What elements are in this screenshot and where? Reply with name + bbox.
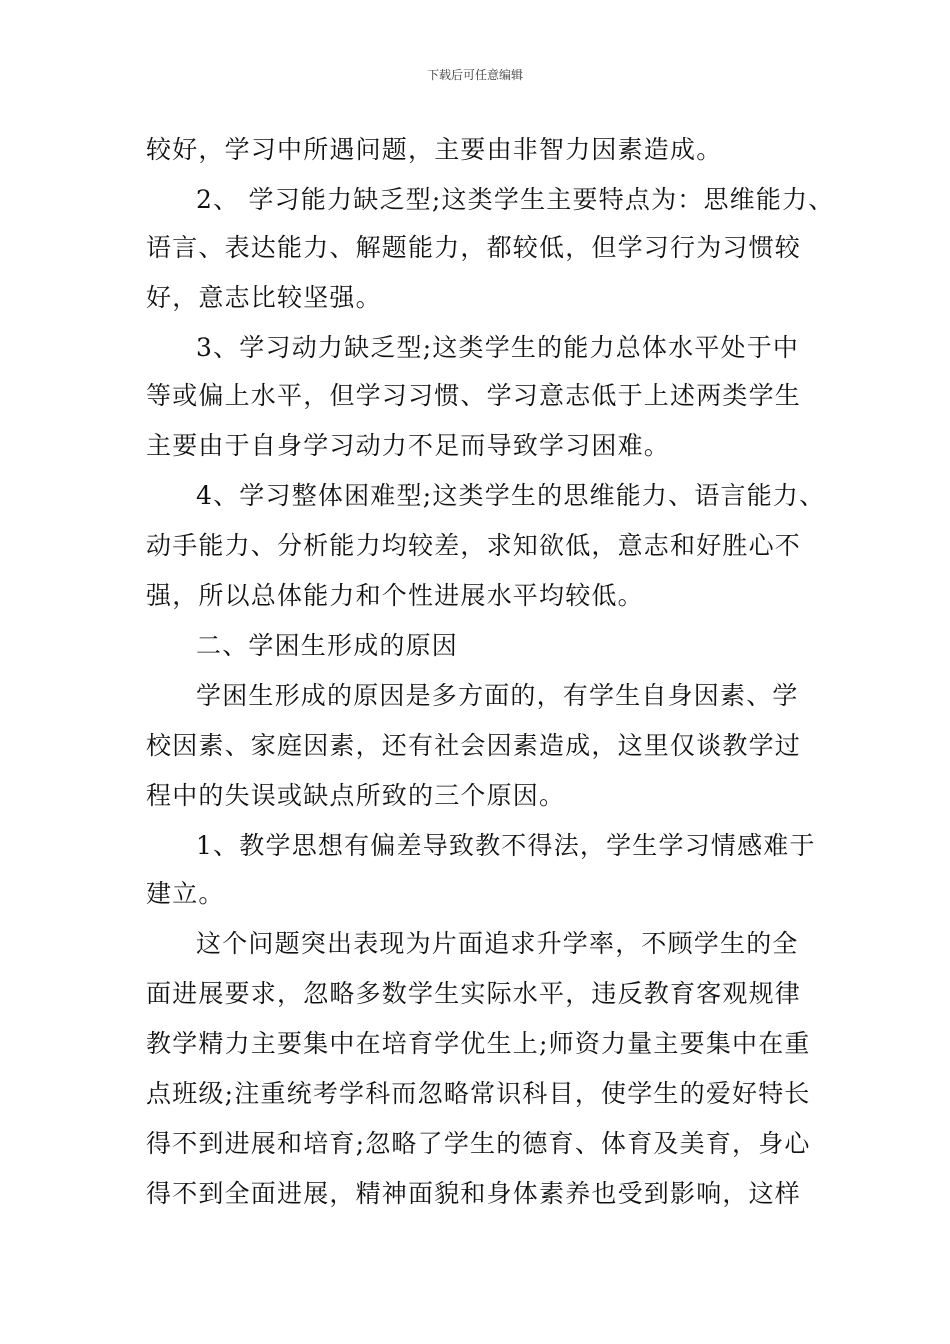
text-line: 主要由于自身学习动力不足而导致学习困难。 <box>146 431 671 460</box>
text-line: 3、学习动力缺乏型;这类学生的能力总体水平处于中 <box>196 333 800 362</box>
text-line: 强，所以总体能力和个性进展水平均较低。 <box>146 581 644 610</box>
text-line: 教学精力主要集中在培育学优生上;师资力量主要集中在重 <box>146 1029 811 1058</box>
text-line: 等或偏上水平，但学习习惯、学习意志低于上述两类学生 <box>146 381 802 410</box>
page-header: 下载后可任意编辑 <box>426 68 523 82</box>
text-line: 程中的失误或缺点所致的三个原因。 <box>146 781 566 810</box>
text-line: 校因素、家庭因素，还有社会因素造成，这里仅谈教学过 <box>146 731 802 760</box>
text-line: 好，意志比较坚强。 <box>146 283 382 312</box>
text-line: 语言、表达能力、解题能力，都较低，但学习行为习惯较 <box>146 233 802 262</box>
text-line: 这个问题突出表现为片面追求升学率，不顾学生的全 <box>196 929 799 958</box>
text-line: 动手能力、分析能力均较差，求知欲低，意志和好胜心不 <box>146 531 802 560</box>
text-line: 4、学习整体困难型;这类学生的思维能力、语言能力、 <box>196 481 826 510</box>
text-line: 面进展要求，忽略多数学生实际水平，违反教育客观规律 <box>146 979 802 1008</box>
text-line: 建立。 <box>146 879 225 908</box>
text-line: 得不到进展和培育;忽略了学生的德育、体育及美育，身心 <box>146 1129 811 1158</box>
text-line: 较好，学习中所遇问题，主要由非智力因素造成。 <box>146 135 723 164</box>
text-line: 2、 学习能力缺乏型;这类学生主要特点为：思维能力、 <box>196 185 835 214</box>
text-line: 得不到全面进展，精神面貌和身体素养也受到影响，这样 <box>146 1179 802 1208</box>
text-line: 二、学困生形成的原因 <box>196 631 459 660</box>
text-line: 1、教学思想有偏差导致教不得法，学生学习情感难于 <box>196 831 816 860</box>
text-line: 学困生形成的原因是多方面的，有学生自身因素、学 <box>196 681 799 710</box>
text-line: 点班级;注重统考学科而忽略常识科目，使学生的爱好特长 <box>146 1079 811 1108</box>
